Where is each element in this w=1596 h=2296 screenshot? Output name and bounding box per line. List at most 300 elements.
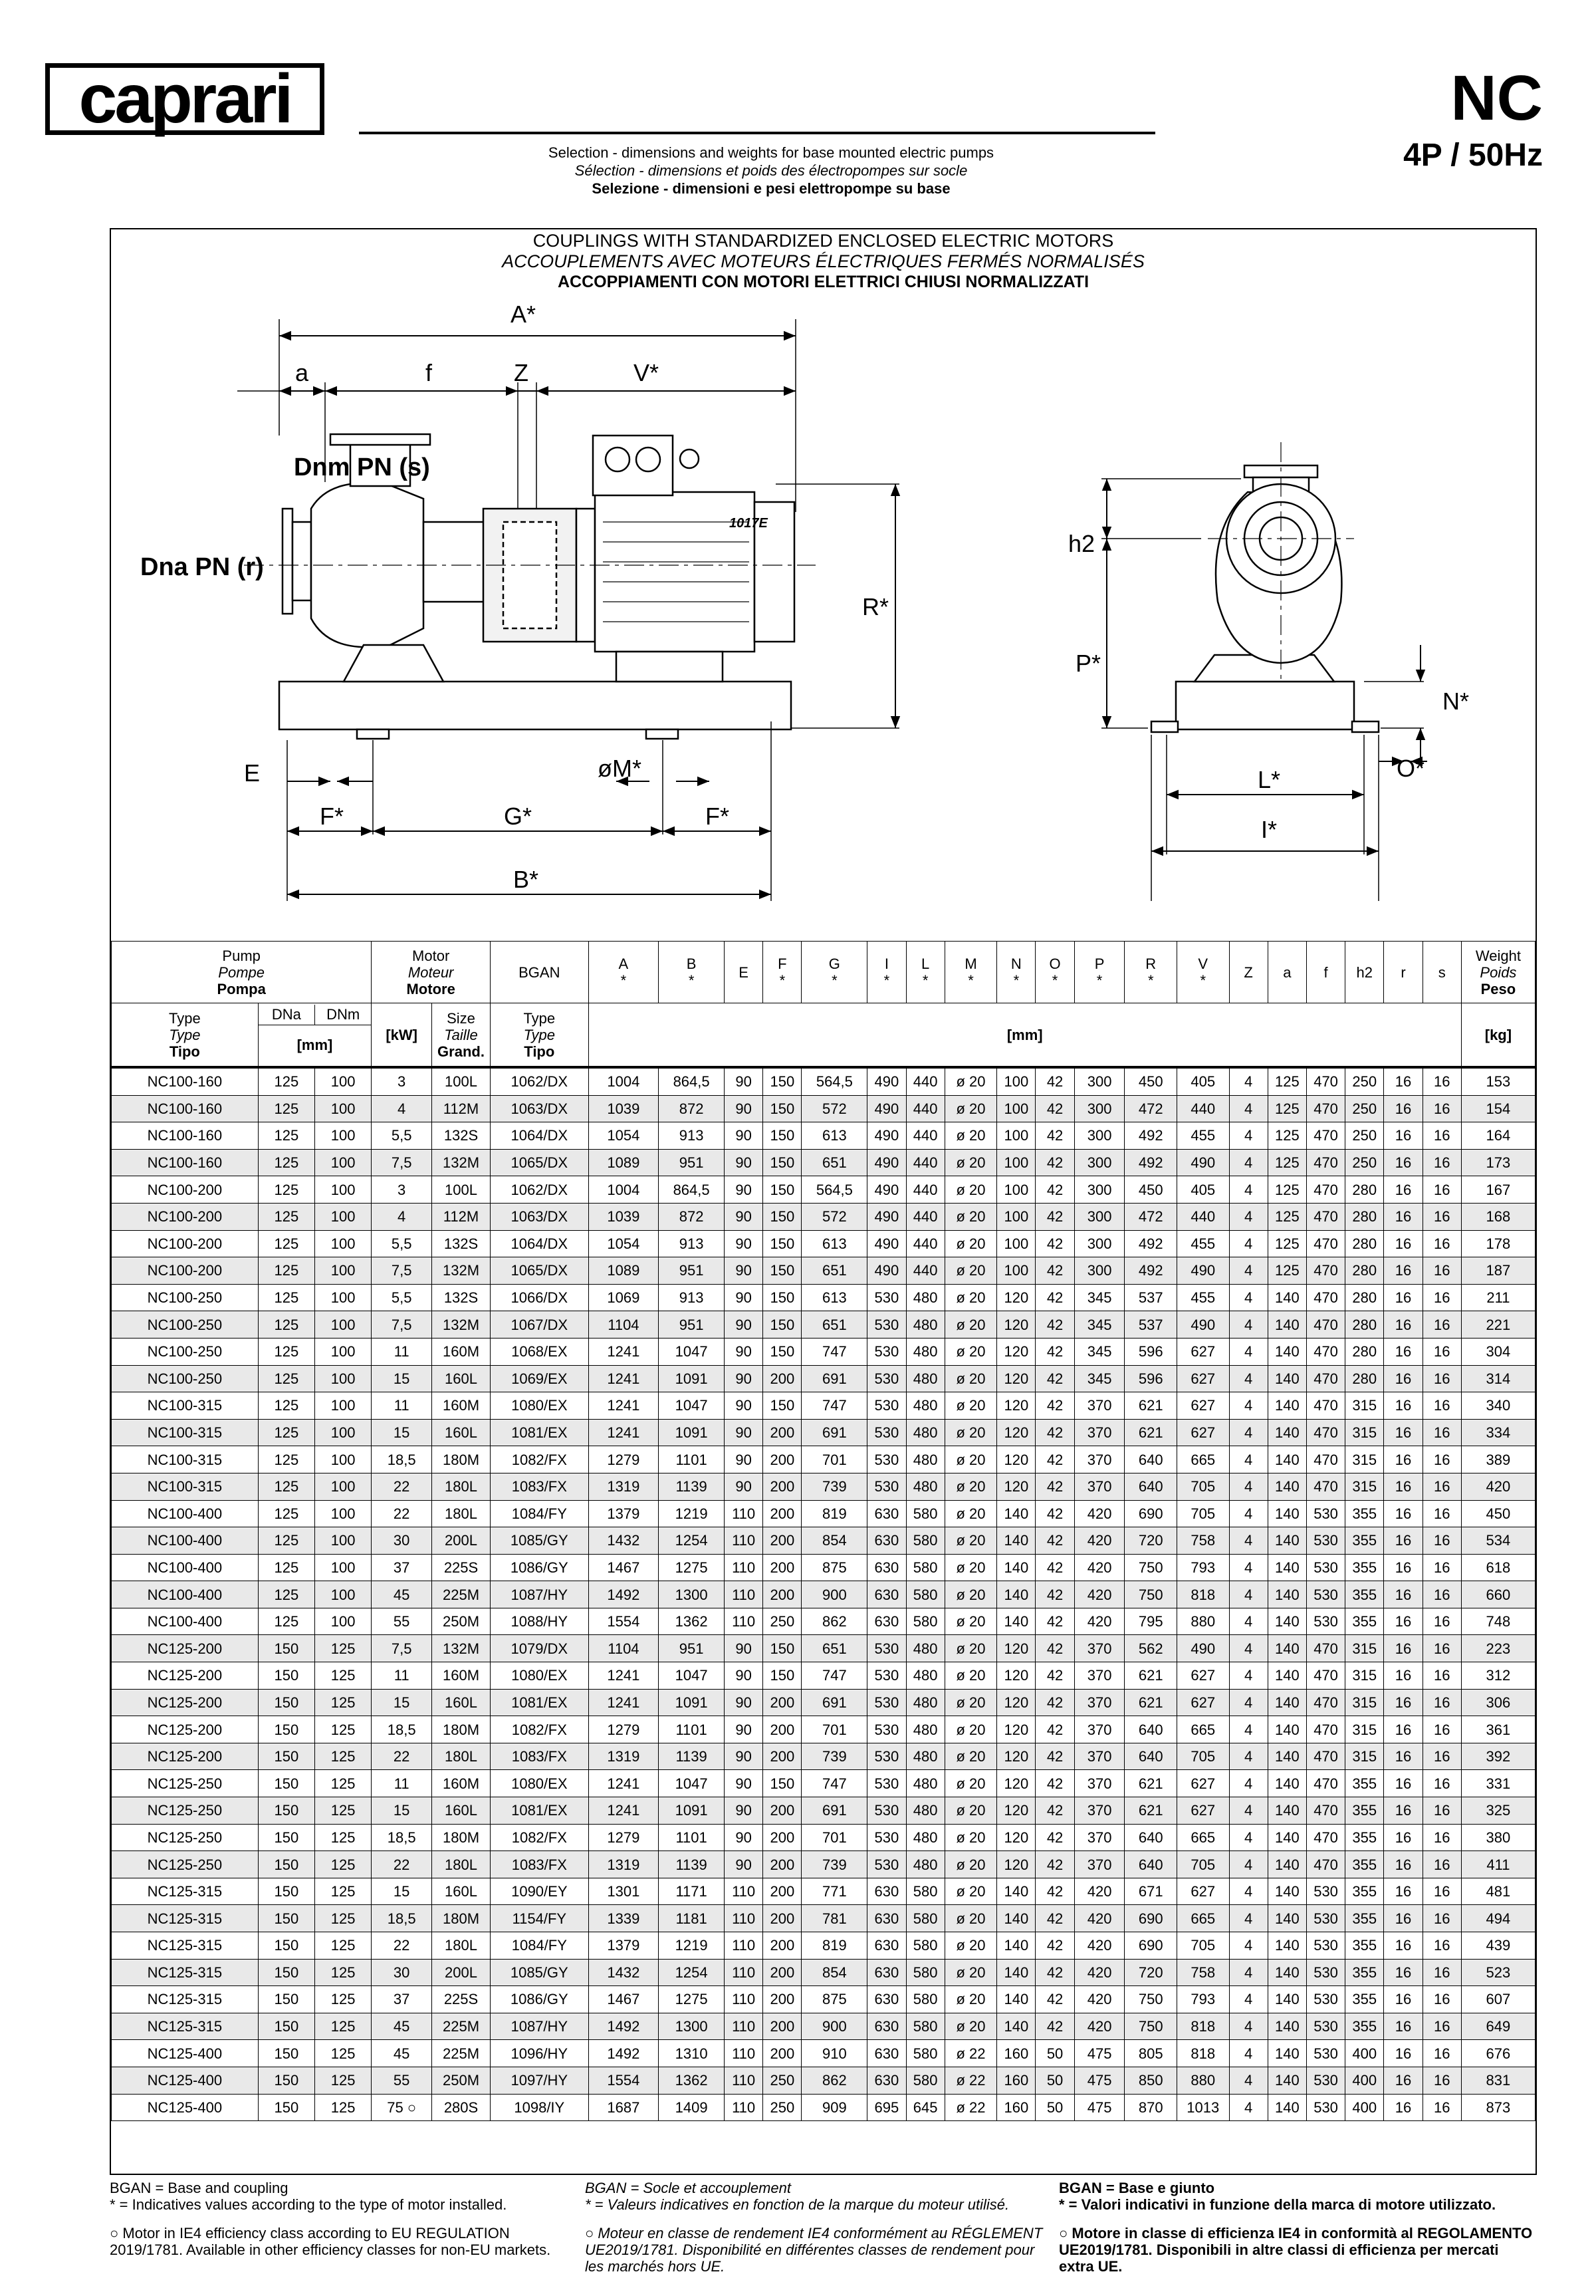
table-cell: 818 [1177, 2013, 1230, 2040]
table-cell: 150 [763, 1257, 802, 1285]
table-cell: 1004 [588, 1067, 659, 1095]
table-cell: 475 [1074, 2094, 1125, 2121]
table-cell: 4 [1229, 1230, 1268, 1257]
table-cell: 4 [1229, 1257, 1268, 1285]
table-cell: 455 [1177, 1230, 1230, 1257]
table-cell: 4 [1229, 1067, 1268, 1095]
table-cell: 100 [997, 1095, 1036, 1122]
table-cell: 440 [906, 1149, 945, 1176]
table-row [112, 1905, 1536, 1932]
table-cell: 1089 [588, 1257, 659, 1285]
table-cell: 16 [1384, 1122, 1423, 1150]
dim-label-f: f [425, 359, 433, 386]
table-cell: 110 [725, 1986, 763, 2013]
header-dim-a [588, 942, 659, 1003]
table-cell: 120 [997, 1635, 1036, 1662]
table-cell: NC100-400 [112, 1500, 259, 1527]
table-cell: 120 [997, 1824, 1036, 1851]
table-cell: 1039 [588, 1203, 659, 1230]
header-dim-f [1306, 942, 1345, 1003]
table-row [112, 1797, 1536, 1825]
table-cell: 420 [1074, 1608, 1125, 1635]
table-cell: 720 [1125, 1959, 1177, 1986]
table-cell: 470 [1306, 1689, 1345, 1716]
table-cell: 1319 [588, 1851, 659, 1878]
table-cell: 340 [1461, 1392, 1535, 1420]
table-cell: 250 [1345, 1122, 1384, 1150]
header-weight [1461, 942, 1535, 1003]
table-cell: 720 [1125, 1527, 1177, 1555]
header-dim-r [1125, 942, 1177, 1003]
table-cell: 112M [432, 1095, 491, 1122]
table-cell: 676 [1461, 2040, 1535, 2067]
table-cell: 312 [1461, 1662, 1535, 1690]
table-cell: 819 [802, 1932, 867, 1960]
table-cell: 140 [997, 1581, 1036, 1608]
header-dim-e [725, 942, 763, 1003]
table-cell: 150 [258, 1986, 314, 2013]
table-cell: 618 [1461, 1554, 1535, 1581]
table-cell: 150 [763, 1770, 802, 1797]
table-cell: 90 [725, 1230, 763, 1257]
dim-label-O: O* [1396, 755, 1425, 782]
table-cell: 1362 [659, 2067, 725, 2094]
table-cell: 110 [725, 1608, 763, 1635]
table-cell: 42 [1036, 1905, 1074, 1932]
table-cell: 42 [1036, 1851, 1074, 1878]
table-cell: 16 [1423, 1662, 1461, 1690]
table-cell: ø 20 [945, 1338, 997, 1365]
table-cell: 314 [1461, 1365, 1535, 1392]
table-cell: 747 [802, 1662, 867, 1690]
section-title-en: COUPLINGS WITH STANDARDIZED ENCLOSED ELECTRIC MOTORS [532, 231, 1114, 251]
table-cell: 1279 [588, 1446, 659, 1473]
table-cell: 4 [372, 1095, 432, 1122]
note-ie4-it: ○ Motore in classe di efficienza IE4 in conformità al REGOLAMENTO UE2019/1781. Disponibili in altre classi di efficienza per mercati extra UE. [1059, 2225, 1533, 2275]
table-cell: 100 [314, 1257, 371, 1285]
dna-pn-label: Dna PN (r) [140, 553, 264, 581]
table-cell: 120 [997, 1365, 1036, 1392]
table-cell: 160L [432, 1797, 491, 1825]
table-cell: 180M [432, 1905, 491, 1932]
model-title: NC [1450, 63, 1543, 134]
table-cell: 90 [725, 1824, 763, 1851]
table-cell: 140 [1268, 1419, 1306, 1446]
table-cell: 630 [867, 1581, 906, 1608]
table-cell: ø 20 [945, 1176, 997, 1204]
table-cell: 125 [314, 1662, 371, 1690]
table-cell: 42 [1036, 1797, 1074, 1825]
table-cell: 705 [1177, 1932, 1230, 1960]
table-cell: 180L [432, 1473, 491, 1500]
table-cell: 490 [867, 1176, 906, 1204]
table-cell: 748 [1461, 1608, 1535, 1635]
table-cell: 160L [432, 1419, 491, 1446]
table-row [112, 1392, 1536, 1420]
table-cell: 1241 [588, 1662, 659, 1690]
table-cell: 380 [1461, 1824, 1535, 1851]
header-motor-it: Motore [406, 980, 455, 997]
header-dim-letter: N [1010, 956, 1022, 972]
table-cell: 125 [314, 2094, 371, 2121]
table-cell: 530 [867, 1338, 906, 1365]
table-header [112, 942, 1536, 1068]
table-cell: 470 [1306, 1338, 1345, 1365]
note-bgan-it: BGAN = Base e giunto [1059, 2180, 1215, 2196]
table-cell: 16 [1384, 1635, 1423, 1662]
header-dim-b [659, 942, 725, 1003]
table-cell: 705 [1177, 1473, 1230, 1500]
table-cell: 100 [314, 1500, 371, 1527]
table-cell: 420 [1074, 1932, 1125, 1960]
table-cell: 345 [1074, 1365, 1125, 1392]
table-cell: 250 [1345, 1149, 1384, 1176]
table-cell: 42 [1036, 1067, 1074, 1095]
table-cell: 627 [1177, 1365, 1230, 1392]
table-cell: 16 [1384, 1338, 1423, 1365]
table-cell: 420 [1074, 1500, 1125, 1527]
table-cell: 42 [1036, 1743, 1074, 1770]
table-cell: 42 [1036, 1203, 1074, 1230]
table-cell: 315 [1345, 1716, 1384, 1743]
table-cell: 4 [1229, 2094, 1268, 2121]
dim-label-N: N* [1442, 688, 1470, 715]
table-cell: 11 [372, 1338, 432, 1365]
table-cell: 1082/FX [491, 1446, 589, 1473]
table-cell: 200 [763, 1878, 802, 1905]
table-cell: 1241 [588, 1338, 659, 1365]
table-cell: 90 [725, 1149, 763, 1176]
table-cell: 345 [1074, 1311, 1125, 1339]
frequency-label: 4P / 50Hz [1403, 138, 1543, 173]
table-cell: 355 [1345, 1905, 1384, 1932]
table-cell: ø 20 [945, 1824, 997, 1851]
subtitle-fr: Sélection - dimensions et poids des électropompes sur socle [574, 162, 968, 179]
table-cell: 701 [802, 1824, 867, 1851]
table-cell: 16 [1384, 1392, 1423, 1420]
table-cell: 607 [1461, 1986, 1535, 2013]
table-cell: 150 [258, 1716, 314, 1743]
table-cell: 411 [1461, 1851, 1535, 1878]
table-cell: 580 [906, 1554, 945, 1581]
table-cell: 132M [432, 1149, 491, 1176]
table-cell: 300 [1074, 1203, 1125, 1230]
header-dim-h2 [1345, 942, 1384, 1003]
pump-dimension-drawing [111, 229, 1536, 941]
table-row [112, 1257, 1536, 1285]
table-cell: 120 [997, 1284, 1036, 1311]
header-dim-letter: h2 [1356, 963, 1373, 981]
table-cell: 490 [867, 1257, 906, 1285]
table-cell: 870 [1125, 2094, 1177, 2121]
table-cell: NC125-400 [112, 2067, 259, 2094]
table-cell: 16 [1423, 1986, 1461, 2013]
table-cell: 75 ○ [372, 2094, 432, 2121]
table-cell: NC100-160 [112, 1149, 259, 1176]
table-cell: 140 [1268, 1689, 1306, 1716]
table-cell: 480 [906, 1311, 945, 1339]
table-cell: 140 [997, 1527, 1036, 1555]
table-cell: 16 [1384, 1257, 1423, 1285]
table-cell: 4 [1229, 2067, 1268, 2094]
table-cell: 355 [1345, 1500, 1384, 1527]
note-ie4-fr: ○ Moteur en classe de rendement IE4 conformément au RÉGLEMENT UE2019/1781. Disponibilité en différentes classes de rendement pour les marchés hors UE. [585, 2225, 1043, 2275]
table-cell: 160M [432, 1770, 491, 1797]
table-cell: 480 [906, 1338, 945, 1365]
table-cell: 42 [1036, 1716, 1074, 1743]
table-cell: 150 [258, 2067, 314, 2094]
table-cell: 16 [1384, 1905, 1423, 1932]
table-cell: NC100-200 [112, 1203, 259, 1230]
table-cell: 16 [1423, 1689, 1461, 1716]
table-cell: 4 [1229, 1338, 1268, 1365]
table-cell: 22 [372, 1932, 432, 1960]
table-cell: 120 [997, 1797, 1036, 1825]
dim-label-E: E [243, 759, 261, 787]
table-cell: 140 [1268, 1797, 1306, 1825]
table-cell: 300 [1074, 1122, 1125, 1150]
table-cell: 140 [997, 2013, 1036, 2040]
table-cell: 470 [1306, 1743, 1345, 1770]
table-cell: 125 [258, 1500, 314, 1527]
table-cell: 370 [1074, 1770, 1125, 1797]
table-cell: 200 [763, 1824, 802, 1851]
table-cell: 819 [802, 1500, 867, 1527]
table-cell: 4 [1229, 1851, 1268, 1878]
table-cell: NC100-400 [112, 1581, 259, 1608]
table-cell: 125 [258, 1122, 314, 1150]
table-cell: 16 [1384, 1689, 1423, 1716]
table-cell: 1275 [659, 1986, 725, 2013]
table-cell: 705 [1177, 1743, 1230, 1770]
table-cell: 3 [372, 1176, 432, 1204]
table-cell: 315 [1345, 1689, 1384, 1716]
header-dim-letter: I [884, 956, 889, 972]
table-cell: 580 [906, 1878, 945, 1905]
table-cell: 530 [1306, 1878, 1345, 1905]
table-cell: 100 [314, 1527, 371, 1555]
table-cell: 16 [1384, 1824, 1423, 1851]
table-cell: 16 [1423, 1446, 1461, 1473]
table-cell: 16 [1384, 1770, 1423, 1797]
table-cell: 1101 [659, 1716, 725, 1743]
dim-label-R: R* [861, 593, 889, 620]
table-cell: 90 [725, 1635, 763, 1662]
table-cell: 470 [1306, 1446, 1345, 1473]
table-cell: 1091 [659, 1689, 725, 1716]
header-dim-star: * [1013, 972, 1020, 989]
header-dim-a [1268, 942, 1306, 1003]
table-cell: 140 [1268, 1932, 1306, 1960]
table-cell: 4 [1229, 1527, 1268, 1555]
table-cell: 16 [1423, 2040, 1461, 2067]
table-cell: 480 [906, 1284, 945, 1311]
table-cell: NC125-200 [112, 1716, 259, 1743]
table-cell: 22 [372, 1851, 432, 1878]
table-cell: 392 [1461, 1743, 1535, 1770]
table-cell: 140 [997, 1905, 1036, 1932]
table-cell: 132S [432, 1284, 491, 1311]
table-cell: 90 [725, 1338, 763, 1365]
table-cell: ø 20 [945, 1932, 997, 1960]
table-cell: 125 [314, 2040, 371, 2067]
table-cell: 154 [1461, 1095, 1535, 1122]
table-cell: 470 [1306, 1662, 1345, 1690]
table-cell: NC100-250 [112, 1311, 259, 1339]
table-cell: 580 [906, 1986, 945, 2013]
table-cell: 1064/DX [491, 1230, 589, 1257]
table-cell: 1101 [659, 1446, 725, 1473]
table-cell: 50 [1036, 2094, 1074, 2121]
table-cell: 90 [725, 1311, 763, 1339]
table-cell: 530 [1306, 2067, 1345, 2094]
table-cell: 140 [997, 1608, 1036, 1635]
table-cell: 250M [432, 1608, 491, 1635]
table-cell: 630 [867, 1959, 906, 1986]
table-cell: 160M [432, 1662, 491, 1690]
table-row [112, 1095, 1536, 1122]
table-cell: 280 [1345, 1230, 1384, 1257]
table-cell: NC100-400 [112, 1527, 259, 1555]
table-cell: 100 [314, 1392, 371, 1420]
table-cell: 100 [997, 1230, 1036, 1257]
table-cell: 280 [1345, 1311, 1384, 1339]
table-cell: 16 [1423, 1824, 1461, 1851]
table-cell: 872 [659, 1203, 725, 1230]
table-cell: 370 [1074, 1743, 1125, 1770]
table-cell: NC125-315 [112, 1932, 259, 1960]
table-cell: 16 [1384, 1203, 1423, 1230]
header-dim-letter: Z [1244, 963, 1253, 981]
dnm-pn-label: Dnm PN (s) [294, 453, 430, 481]
table-cell: NC100-160 [112, 1067, 259, 1095]
table-cell: 140 [1268, 1851, 1306, 1878]
table-cell: 596 [1125, 1365, 1177, 1392]
table-cell: 4 [1229, 1608, 1268, 1635]
table-cell: 4 [1229, 1554, 1268, 1581]
table-cell: 125 [258, 1338, 314, 1365]
table-cell: 100 [314, 1122, 371, 1150]
header-dim-letter: V [1198, 956, 1208, 972]
table-cell: 355 [1345, 1581, 1384, 1608]
table-cell: 100 [314, 1176, 371, 1204]
table-cell: 173 [1461, 1149, 1535, 1176]
table-cell: 900 [802, 2013, 867, 2040]
table-cell: 150 [763, 1203, 802, 1230]
table-cell: 150 [258, 2094, 314, 2121]
table-row [112, 1446, 1536, 1473]
table-cell: 125 [1268, 1149, 1306, 1176]
table-cell: 530 [867, 1365, 906, 1392]
table-cell: 120 [997, 1662, 1036, 1690]
table-cell: 480 [906, 1365, 945, 1392]
table-cell: NC100-250 [112, 1365, 259, 1392]
dim-label-V: V* [633, 359, 659, 386]
table-cell: 420 [1074, 1878, 1125, 1905]
table-cell: 1047 [659, 1770, 725, 1797]
table-cell: ø 20 [945, 1635, 997, 1662]
table-cell: 4 [1229, 2013, 1268, 2040]
table-cell: 355 [1345, 1608, 1384, 1635]
table-cell: 580 [906, 2013, 945, 2040]
table-cell: 580 [906, 1932, 945, 1960]
table-cell: 470 [1306, 1716, 1345, 1743]
table-cell: 747 [802, 1392, 867, 1420]
table-cell: 1054 [588, 1230, 659, 1257]
table-cell: 4 [1229, 1689, 1268, 1716]
table-cell: 1241 [588, 1797, 659, 1825]
table-cell: 530 [867, 1689, 906, 1716]
header-bgan-type [491, 1003, 589, 1068]
page-subtitle [359, 144, 1183, 197]
table-cell: 45 [372, 1581, 432, 1608]
table-cell: 160M [432, 1338, 491, 1365]
table-cell: 490 [867, 1149, 906, 1176]
header-dim-v [1177, 942, 1230, 1003]
table-cell: 125 [258, 1527, 314, 1555]
table-cell: 530 [867, 1446, 906, 1473]
table-cell: ø 20 [945, 1878, 997, 1905]
table-cell: 793 [1177, 1554, 1230, 1581]
table-cell: 4 [1229, 1473, 1268, 1500]
table-cell: 160L [432, 1878, 491, 1905]
table-cell: 1181 [659, 1905, 725, 1932]
table-cell: 1082/FX [491, 1824, 589, 1851]
table-cell: 4 [1229, 1932, 1268, 1960]
table-cell: 4 [1229, 1095, 1268, 1122]
table-cell: 530 [867, 1392, 906, 1420]
table-cell: 90 [725, 1095, 763, 1122]
table-cell: 530 [1306, 2040, 1345, 2067]
note-bgan-en: BGAN = Base and coupling [110, 2180, 288, 2196]
table-cell: 1492 [588, 1581, 659, 1608]
table-cell: 355 [1345, 1878, 1384, 1905]
table-cell: 355 [1345, 1770, 1384, 1797]
table-cell: 160 [997, 2067, 1036, 2094]
table-cell: 200 [763, 1500, 802, 1527]
header-dims-unit-label: [mm] [1006, 1026, 1043, 1043]
table-cell: NC125-200 [112, 1743, 259, 1770]
table-cell: 16 [1423, 1473, 1461, 1500]
table-cell: 125 [258, 1067, 314, 1095]
table-cell: 150 [258, 1770, 314, 1797]
table-cell: 4 [1229, 1581, 1268, 1608]
header-pump-it: Pompa [217, 980, 266, 997]
caprari-logo: caprari [45, 63, 324, 135]
table-cell: 580 [906, 1527, 945, 1555]
table-cell: 16 [1384, 1932, 1423, 1960]
table-cell: 440 [906, 1176, 945, 1204]
table-cell: 110 [725, 1905, 763, 1932]
table-cell: 400 [1345, 2094, 1384, 2121]
table-cell: 1310 [659, 2040, 725, 2067]
table-row [112, 1365, 1536, 1392]
table-cell: 470 [1306, 1635, 1345, 1662]
dim-label-L: L* [1257, 766, 1281, 793]
table-cell: 125 [1268, 1230, 1306, 1257]
table-cell: 160 [997, 2094, 1036, 2121]
table-cell: 872 [659, 1095, 725, 1122]
table-cell: 42 [1036, 1581, 1074, 1608]
table-cell: 110 [725, 2067, 763, 2094]
table-cell: 1104 [588, 1311, 659, 1339]
table-cell: 530 [867, 1851, 906, 1878]
table-cell: ø 20 [945, 1662, 997, 1690]
table-cell: ø 20 [945, 1473, 997, 1500]
table-cell: NC100-400 [112, 1608, 259, 1635]
table-cell: 910 [802, 2040, 867, 2067]
table-cell: 4 [1229, 1419, 1268, 1446]
